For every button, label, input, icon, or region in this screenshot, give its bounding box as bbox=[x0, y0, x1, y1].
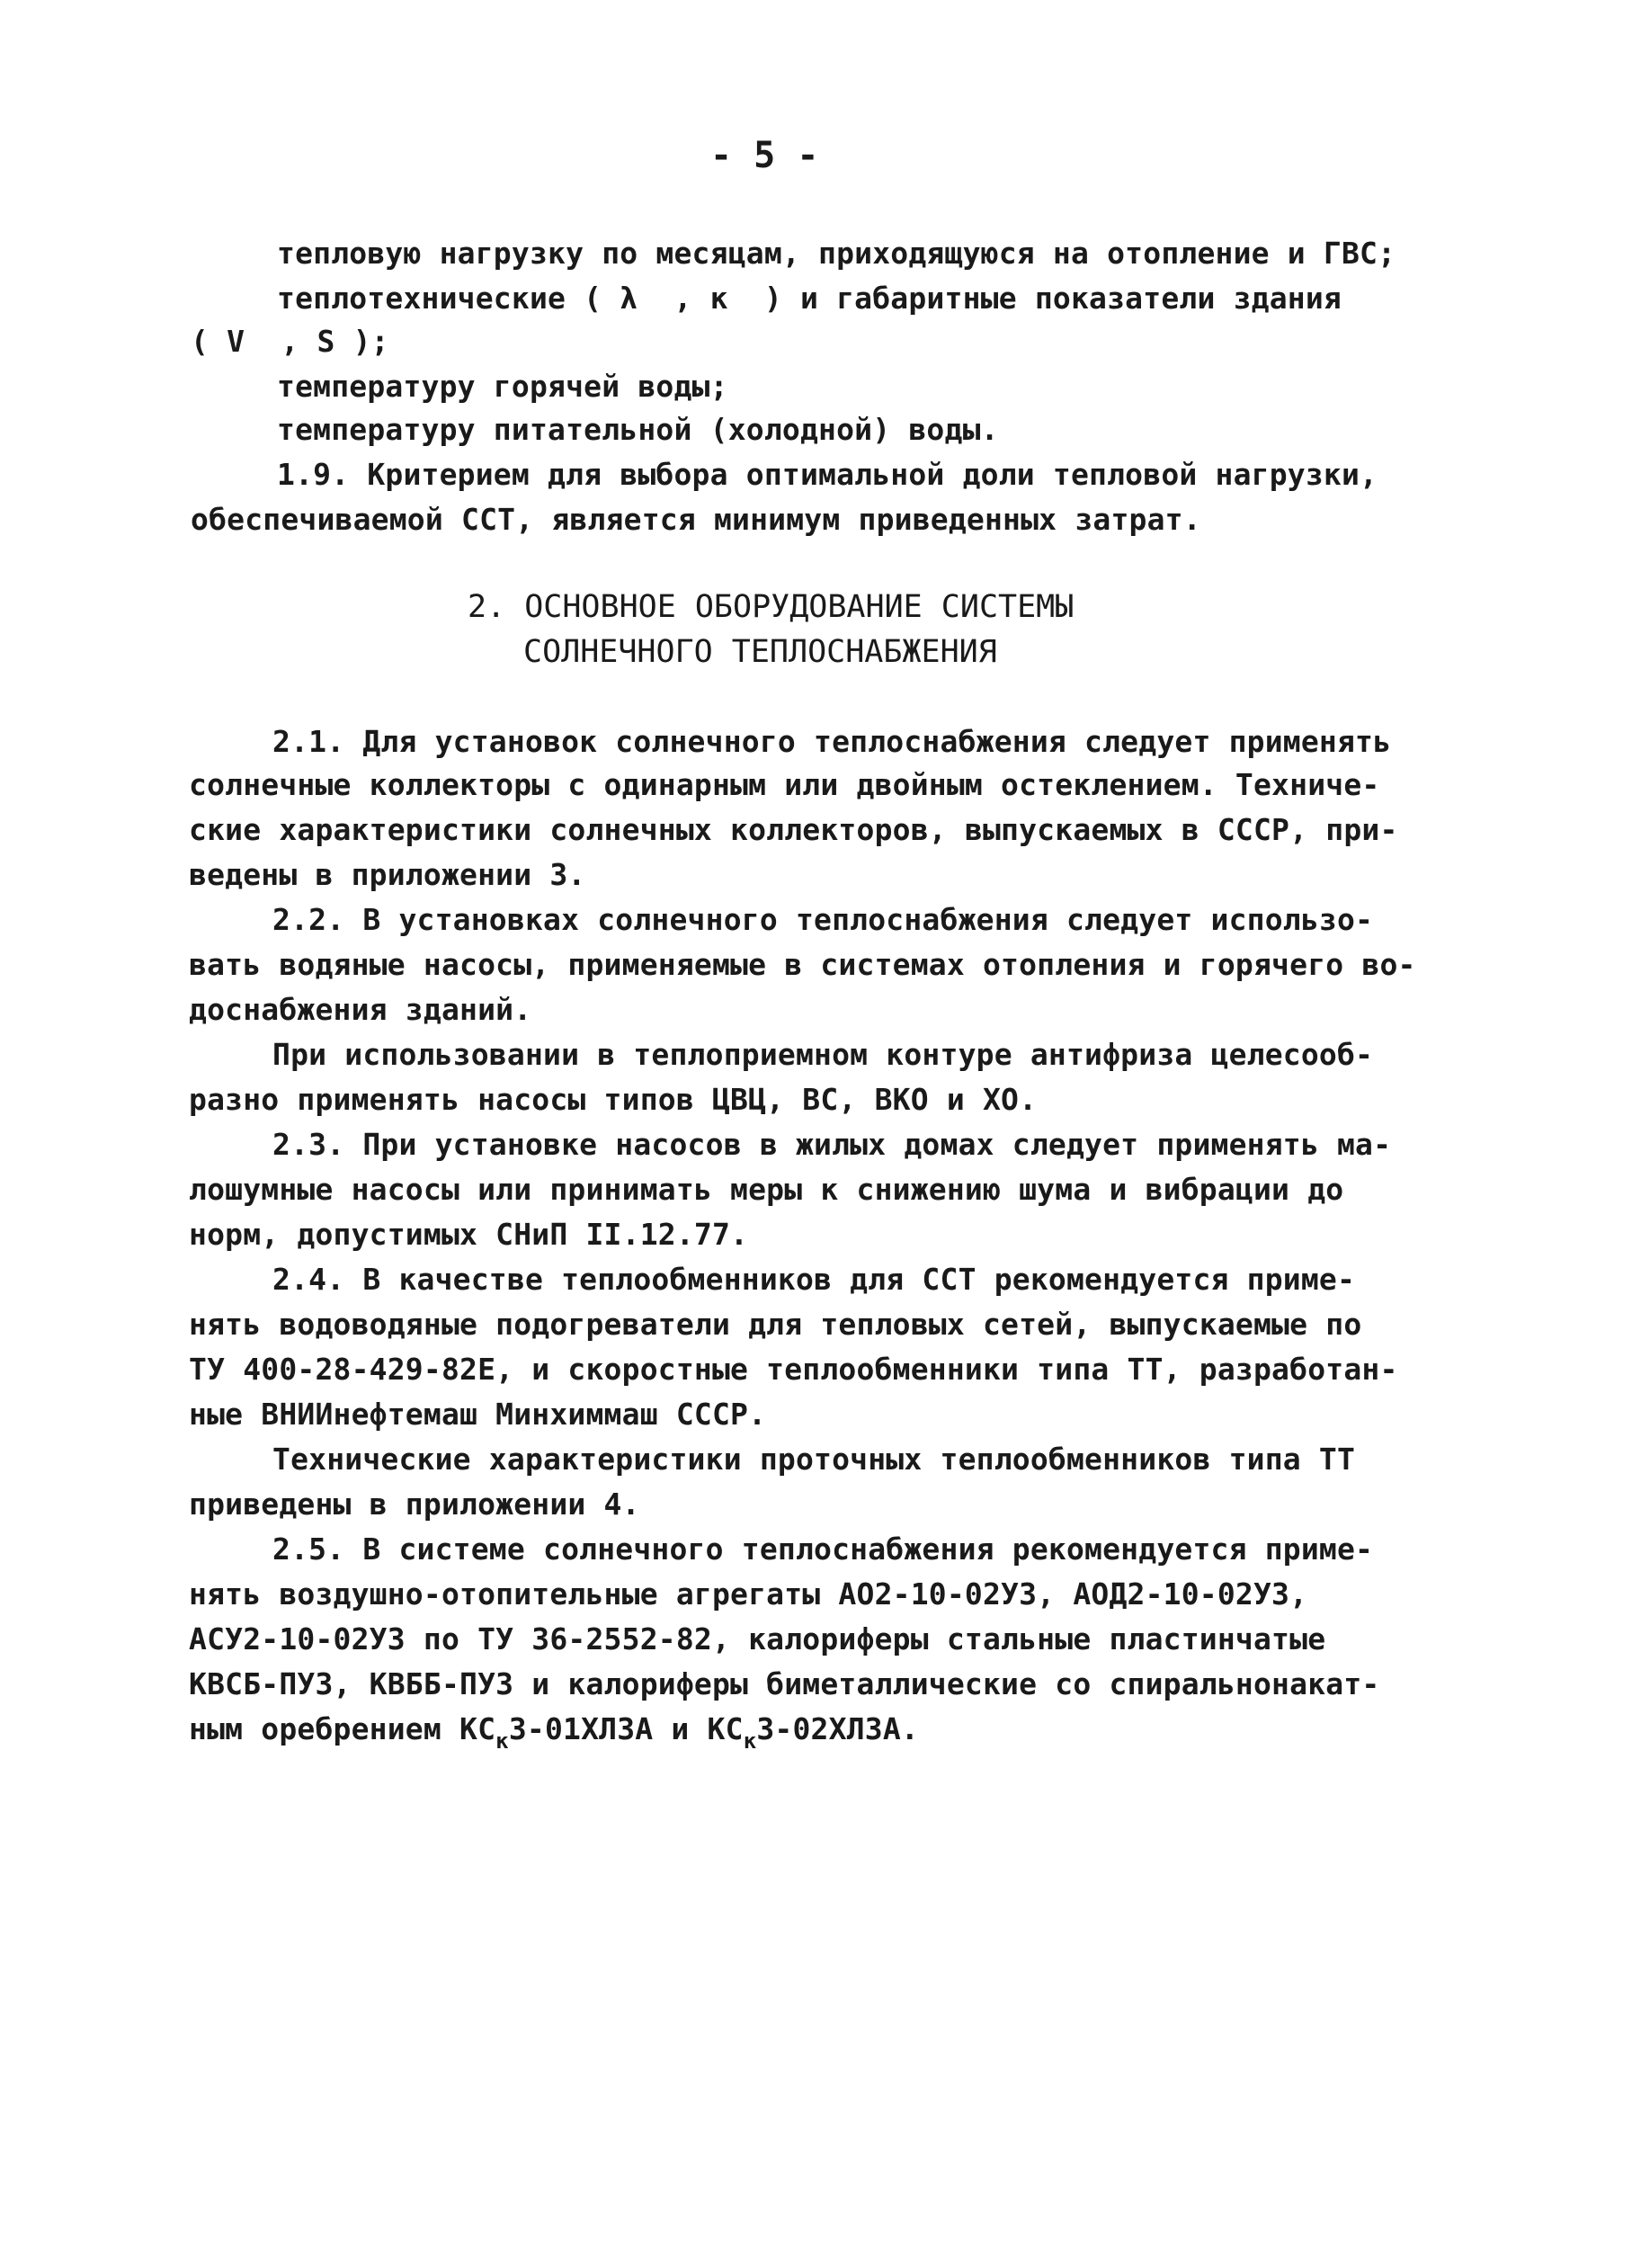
list-item: теплотехнические ( λ , к ) и габаритные показатели здания bbox=[277, 281, 1342, 316]
paragraph-antifreeze-line: разно применять насосы типов ЦВЦ, ВС, ВКО и ХО. bbox=[189, 1082, 1038, 1117]
paragraph-2-5-line: КВСБ-ПУЗ, КВББ-ПУЗ и калориферы биметаллические со спиральнонакат- bbox=[189, 1666, 1380, 1701]
list-item: ( V , S ); bbox=[191, 324, 389, 359]
paragraph-2-1-line: солнечные коллекторы с одинарным или двойным остеклением. Техниче- bbox=[189, 767, 1380, 802]
paragraph-2-5-line: нять воздушно-отопительные агрегаты АО2-10-02УЗ, АОД2-10-02УЗ, bbox=[189, 1576, 1308, 1612]
paragraph-2-4-line: нять водоводяные подогреватели для тепловых сетей, выпускаемые по bbox=[189, 1307, 1362, 1342]
paragraph-2-5-last-line bbox=[189, 1711, 919, 1754]
paragraph-2-4-line: ные ВНИИнефтемаш Минхиммаш СССР. bbox=[189, 1397, 767, 1432]
paragraph-2-4-line: 2.4. В качестве теплообменников для ССТ рекомендуется приме- bbox=[272, 1262, 1356, 1297]
list-item: температуру питательной (холодной) воды. bbox=[277, 412, 999, 447]
text-fragment: ным оребрением КС bbox=[189, 1711, 496, 1746]
paragraph-tech-line: приведены в приложении 4. bbox=[189, 1487, 640, 1522]
paragraph-2-4-line: ТУ 400-28-429-82Е, и скоростные теплообменники типа ТТ, разработан- bbox=[189, 1352, 1398, 1387]
list-item: тепловую нагрузку по месяцам, приходящуюся на отопление и ГВС; bbox=[277, 236, 1396, 271]
paragraph-2-1-line: ские характеристики солнечных коллекторов, выпускаемых в СССР, при- bbox=[189, 812, 1398, 847]
paragraph-2-5-line: АСУ2-10-02УЗ по ТУ 36-2552-82, калориферы стальные пластинчатые bbox=[189, 1621, 1326, 1656]
paragraph-tech-line: Технические характеристики проточных теплообменников типа ТТ bbox=[272, 1442, 1356, 1477]
subscript: к bbox=[743, 1728, 757, 1754]
paragraph-antifreeze-line: При использовании в теплоприемном контуре антифриза целесооб- bbox=[272, 1037, 1374, 1072]
paragraph-2-1-line: 2.1. Для установок солнечного теплоснабжения следует применять bbox=[272, 724, 1392, 759]
paragraph-2-5-line: 2.5. В системе солнечного теплоснабжения рекомендуется приме- bbox=[272, 1531, 1374, 1567]
paragraph-2-2-line: доснабжения зданий. bbox=[189, 992, 532, 1027]
paragraph-2-3-line: 2.3. При установке насосов в жилых домах следует применять ма- bbox=[272, 1127, 1392, 1162]
text-fragment: 3-01ХЛЗА и КС bbox=[508, 1711, 744, 1746]
page-number: - 5 - bbox=[710, 135, 819, 176]
section-heading: СОЛНЕЧНОГО ТЕПЛОСНАБЖЕНИЯ bbox=[523, 634, 997, 670]
paragraph-2-2-line: 2.2. В установках солнечного теплоснабжения следует использо- bbox=[272, 902, 1374, 937]
section-heading: 2. ОСНОВНОЕ ОБОРУДОВАНИЕ СИСТЕМЫ bbox=[468, 589, 1075, 625]
paragraph-2-3-line: норм, допустимых СНиП II.12.77. bbox=[189, 1217, 749, 1252]
paragraph-2-2-line: вать водяные насосы, применяемые в системах отопления и горячего во- bbox=[189, 947, 1416, 982]
subscript: к bbox=[495, 1728, 509, 1754]
list-item: температуру горячей воды; bbox=[277, 369, 728, 404]
paragraph-2-1-line: ведены в приложении 3. bbox=[189, 857, 586, 892]
paragraph-1-9-line: 1.9. Критерием для выбора оптимальной доли тепловой нагрузки, bbox=[277, 457, 1378, 492]
text-fragment: 3-02ХЛЗА. bbox=[756, 1711, 919, 1746]
paragraph-2-3-line: лошумные насосы или принимать меры к снижению шума и вибрации до bbox=[189, 1172, 1344, 1207]
paragraph-1-9-line: обеспечиваемой ССТ, является минимум приведенных затрат. bbox=[191, 502, 1201, 537]
